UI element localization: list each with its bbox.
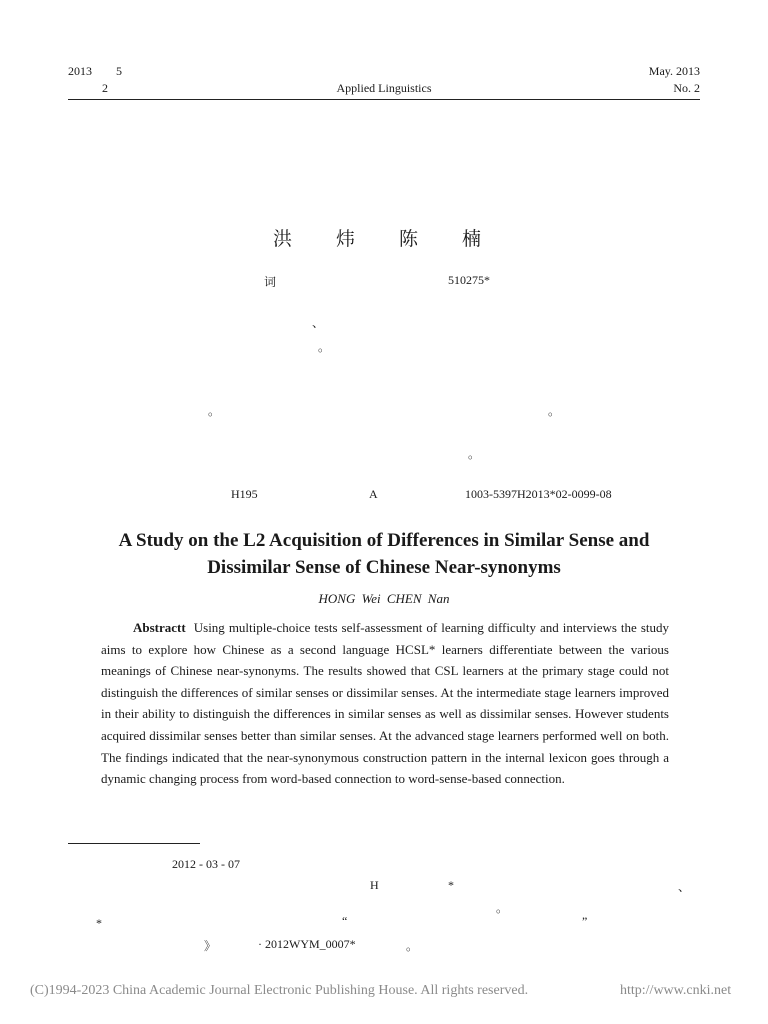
header-year: 2013 bbox=[68, 64, 92, 78]
affiliation-label: 词 bbox=[264, 275, 277, 289]
abstract-text: Using multiple-choice tests self-assessment of learning difficulty and interviews the study aims to explore how Chinese as a second language HCSL* learners differentiate between the various meanings of Chinese near-synonyms. The results showed that CSL learners at the primary stage could not distinguish the differences of similar senses or dissimilar senses. At the intermediate stage learners improved in their ability to distinguish the differences in similar senses as well as dissimilar senses. However students acquired dissimilar senses better than similar senses. At the advanced stage learners performed well on both. The findings indicated that the near-synonymous construction pattern in the internal lexicon goes through a dynamic changing process from word-based connection to word-sense-based connection. bbox=[101, 620, 669, 787]
footnote-h: H bbox=[370, 878, 379, 892]
header-date-en: May. 2013 bbox=[648, 64, 700, 78]
footnote-book-mark: 》 bbox=[204, 939, 217, 953]
article-number: 1003-5397H2013*02-0099-08 bbox=[465, 487, 612, 501]
footnote-period: 。 bbox=[406, 939, 419, 953]
english-abstract bbox=[101, 617, 669, 790]
cnki-link[interactable]: http://www.cnki.net bbox=[620, 983, 732, 998]
clc-number: H195 bbox=[231, 487, 258, 501]
cn-abstract-period: 。 bbox=[318, 340, 331, 354]
header-month: 5 bbox=[116, 64, 122, 78]
authors-chinese: 洪 炜 陈 楠 bbox=[272, 228, 496, 250]
abstract-label: Abstractt bbox=[133, 620, 186, 635]
affiliation-postcode: 510275* bbox=[448, 273, 490, 287]
header-rule bbox=[68, 99, 700, 100]
footnote-rule bbox=[68, 843, 200, 844]
english-authors: HONG Wei CHEN Nan bbox=[318, 591, 450, 606]
document-code: A bbox=[369, 487, 378, 501]
footnote-star: * bbox=[96, 916, 102, 930]
cn-abstract-period: 。 bbox=[208, 404, 221, 418]
footnote-project-number: · 2012WYM_0007* bbox=[258, 937, 356, 951]
footnote-star: * bbox=[448, 878, 454, 892]
english-title-line-2: Dissimilar Sense of Chinese Near-synonyms bbox=[207, 557, 561, 578]
copyright-notice: (C)1994-2023 China Academic Journal Electronic Publishing House. All rights reserved. bbox=[30, 983, 529, 998]
cn-abstract-dunhao: 、 bbox=[312, 316, 325, 330]
header-issue-en: No. 2 bbox=[673, 81, 700, 95]
footnote-open-quote: “ bbox=[342, 914, 348, 928]
cn-keywords-period: 。 bbox=[468, 447, 481, 461]
header-issue: 2 bbox=[102, 81, 108, 95]
header-journal: Applied Linguistics bbox=[336, 81, 432, 95]
received-date: 2012 - 03 - 07 bbox=[172, 857, 240, 871]
footnote-period: 。 bbox=[496, 901, 509, 915]
english-title-line-1: A Study on the L2 Acquisition of Differences in Similar Sense and bbox=[118, 530, 650, 551]
footnote-close-quote: ” bbox=[582, 914, 588, 928]
footnote-dunhao: 、 bbox=[678, 880, 691, 894]
cn-abstract-period: 。 bbox=[548, 404, 561, 418]
